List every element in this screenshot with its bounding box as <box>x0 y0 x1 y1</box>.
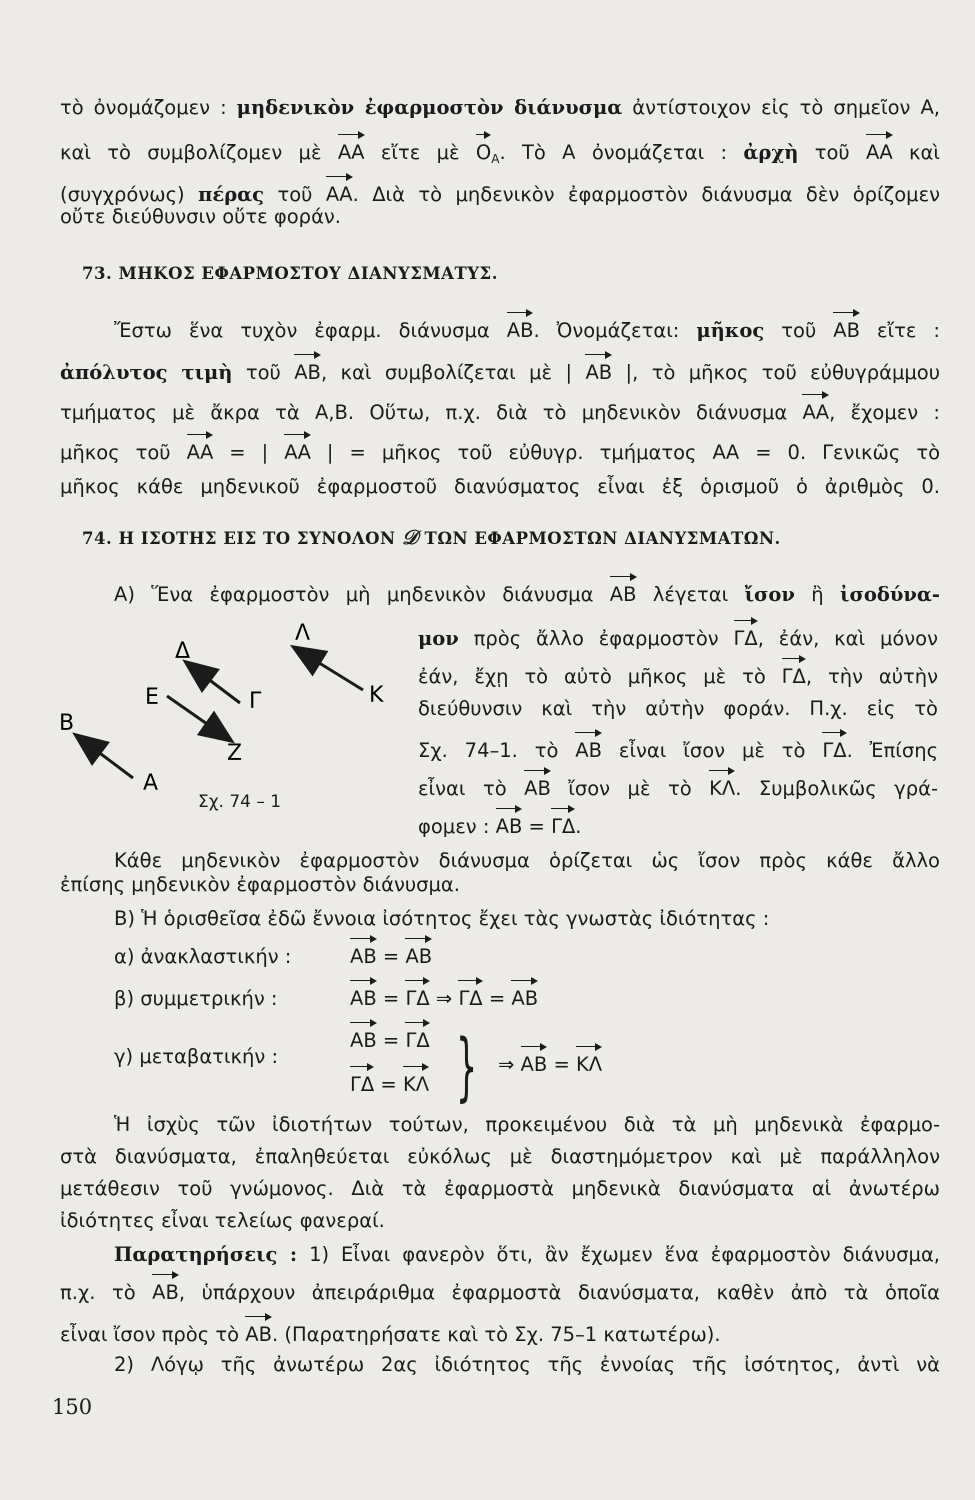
vector-symbol: ΚΛ <box>709 774 735 804</box>
section-heading-74 <box>82 525 781 549</box>
vector-symbol: ΑΒ <box>294 358 321 388</box>
text-run: = <box>376 945 406 968</box>
text-run: . Διὰ τὸ μηδενικὸν ἐφαρμοστὸν διάνυσμα δὲν ὁρίζομεν <box>352 183 941 206</box>
vector-symbol: ΑΒ <box>521 1050 548 1080</box>
vector-symbol: ΑΒ <box>496 812 523 842</box>
text-run: μῆκος τοῦ <box>60 441 187 464</box>
text-line <box>114 1350 940 1380</box>
text-run: εἶναι ἴσον μὲ τὸ <box>602 739 823 762</box>
vector-symbol: ΑΒ <box>245 1320 272 1350</box>
text-run: π.χ. τὸ <box>60 1281 153 1304</box>
text-run: καὶ τὸ συμβολίζομεν μὲ <box>60 141 338 164</box>
vector-ez <box>167 696 230 740</box>
property-equation <box>350 1070 429 1100</box>
property-result <box>498 1050 602 1080</box>
text-run: τοῦ <box>264 183 326 206</box>
heading-part: 74. Η ΙΣΟΤΗΣ ΕΙΣ ΤΟ ΣΥΝΟΛΟΝ <box>82 529 402 548</box>
text-run: Κάθε μηδενικὸν ἐφαρμοστὸν διάνυσμα ὁρίζεται ὡς ἴσον πρὸς κάθε ἄλλο <box>114 849 940 872</box>
text-run: εἴτε : <box>859 319 940 342</box>
vector-symbol: ΑΑ <box>338 138 365 168</box>
property-equation <box>350 1026 430 1056</box>
text-line <box>114 904 940 934</box>
point-label-k: Κ <box>369 683 384 708</box>
text-run: = <box>376 987 406 1010</box>
text-run: = <box>376 1029 406 1052</box>
text-line <box>60 438 940 468</box>
vector-symbol: ΓΔ <box>405 1026 429 1056</box>
text-line <box>60 1142 940 1172</box>
vector-symbol: ΑΒ <box>511 984 538 1014</box>
point-label-g: Γ <box>249 689 262 714</box>
bold-term: Παρατηρήσεις : <box>114 1243 298 1266</box>
right-brace: } <box>456 1024 478 1110</box>
text-run: Σχ. 74–1. τὸ <box>418 739 576 762</box>
text-run: ⇒ <box>429 987 459 1010</box>
bold-term: μηδενικὸν ἐφαρμοστὸν διάνυσμα <box>236 96 623 119</box>
text-run: μῆκος κάθε μηδενικοῦ ἐφαρμοστοῦ διανύσματος εἶναι ἐξ ὁρισμοῦ ὁ ἀριθμὸς 0. <box>60 475 940 498</box>
text-line <box>60 870 940 900</box>
property-equation <box>350 984 538 1014</box>
text-run: . <box>575 815 582 838</box>
point-label-d: Δ <box>175 639 191 664</box>
vector-symbol: ΑΒ <box>575 736 602 766</box>
text-line <box>114 580 940 610</box>
heading-part: ΤΩΝ ΕΦΑΡΜΟΣΤΩΝ ΔΙΑΝΥΣΜΑΤΩΝ. <box>418 529 781 548</box>
text-line <box>60 138 940 174</box>
text-run: . Ὀνομάζεται: <box>533 319 697 342</box>
vector-symbol: ΓΔ <box>782 662 806 692</box>
text-run: εἶναι ἴσον πρὸς τὸ <box>60 1323 246 1346</box>
text-line <box>418 774 938 804</box>
vector-symbol: ΓΔ <box>822 736 846 766</box>
text-line <box>60 1320 940 1350</box>
property-label: β) συμμετρικήν : <box>114 987 278 1010</box>
text-run: = <box>547 1053 577 1076</box>
text-line <box>60 398 940 428</box>
point-label-e: Ε <box>145 685 159 710</box>
point-label-z: Ζ <box>227 741 243 766</box>
vector-symbol: ΑΑ <box>284 438 311 468</box>
text-run: λέγεται <box>636 583 745 606</box>
text-run: Α) Ἕνα ἐφαρμοστὸν μὴ μηδενικὸν διάνυσμα <box>114 583 610 606</box>
vector-symbol: ΓΔ <box>734 624 758 654</box>
vector-symbol: ΑΒ <box>610 580 637 610</box>
vector-symbol: ΚΛ <box>403 1070 429 1100</box>
property-equation <box>350 942 432 972</box>
vector-kl <box>295 648 363 690</box>
text-run: τὸ ὀνομάζομεν : <box>60 96 237 119</box>
text-run: . Ἐπίσης <box>846 739 939 762</box>
text-run: ⇒ <box>498 1053 521 1076</box>
text-line <box>60 472 940 502</box>
vector-symbol: ΑΑ <box>866 138 893 168</box>
text-run: φομεν : <box>418 815 496 838</box>
bold-term: πέρας <box>198 183 265 206</box>
vector-symbol: ΑΒ <box>507 316 534 346</box>
text-run: . Τὸ Α ὀνομάζεται : <box>499 141 744 164</box>
text-line <box>60 93 940 123</box>
point-label-l: Λ <box>295 621 311 646</box>
text-run: = | <box>213 441 285 464</box>
subscript: Α <box>491 152 500 166</box>
vector-symbol: ΑΑ <box>187 438 214 468</box>
page-number: 150 <box>52 1395 93 1419</box>
bold-term: ἀρχὴ <box>743 141 799 164</box>
bold-term: ἀπόλυτος τιμὴ <box>60 361 233 384</box>
property-label: α) ἀνακλαστικήν : <box>114 945 292 968</box>
text-run: , ὑπάρχουν ἀπειράριθμα ἐφαρμοστὰ διανύσματα, καθὲν ἀπὸ τὰ ὁποῖα <box>178 1281 940 1304</box>
text-run: (συγχρόνως) <box>60 183 199 206</box>
text-run: , καὶ συμβολίζεται μὲ | <box>320 361 586 384</box>
text-line <box>418 694 938 724</box>
text-run: |, τὸ μῆκος τοῦ εὐθυγράμμου <box>612 361 940 384</box>
figure-74-1 <box>55 618 415 798</box>
text-line <box>114 1240 940 1270</box>
text-run: μετάθεσιν τοῦ γνώμονος. Διὰ τὰ ἐφαρμοστὰ μηδενικὰ διανύσματα αἱ ἀνωτέρω <box>60 1177 940 1200</box>
vector-symbol: ΑΑ <box>802 398 829 428</box>
set-symbol: 𝒟 <box>401 525 419 549</box>
vector-symbol: ΓΔ <box>350 1070 374 1100</box>
text-run: καὶ <box>892 141 940 164</box>
text-run: Β) Ἡ ὁρισθεῖσα ἐδῶ ἔννοια ἰσότητος ἔχει τὰς γνωστὰς ἰδιότητας : <box>114 907 770 930</box>
vector-symbol: ΓΔ <box>551 812 575 842</box>
text-run: στὰ διανύσματα, ἐπαληθεύεται εὐκόλως μὲ διαστημόμετρον καὶ μὲ παράλληλον <box>60 1145 940 1168</box>
vector-symbol: Ο <box>476 138 491 168</box>
text-run: | = μῆκος τοῦ εὐθυγρ. τμήματος ΑΑ = 0. Γενικῶς τὸ <box>310 441 940 464</box>
vector-symbol: ΓΔ <box>405 984 429 1014</box>
bold-term: ἴσον <box>744 583 795 606</box>
text-run: = <box>482 987 512 1010</box>
vector-symbol: ΑΒ <box>524 774 551 804</box>
vector-symbol: ΑΒ <box>350 1026 377 1056</box>
text-run: οὔτε διεύθυνσιν οὔτε φοράν. <box>60 205 342 228</box>
property-label: γ) μεταβατικήν : <box>114 1045 279 1068</box>
vector-symbol: ΑΒ <box>833 316 860 346</box>
text-run: τμήματος μὲ ἄκρα τὰ Α,Β. Οὕτω, π.χ. διὰ τὸ μηδενικὸν διάνυσμα <box>60 401 803 424</box>
text-run: , ἐάν, καὶ μόνον <box>757 627 938 650</box>
text-line <box>114 1110 940 1140</box>
text-line <box>418 624 938 654</box>
text-line <box>418 736 938 766</box>
vector-symbol: ΓΔ <box>458 984 482 1014</box>
text-run: Ἡ ἰσχὺς τῶν ἰδιοτήτων τούτων, προκειμένου διὰ τὰ μὴ μηδενικὰ ἐφαρμο- <box>114 1113 940 1136</box>
text-run: = <box>522 815 552 838</box>
text-line <box>60 1278 940 1308</box>
text-run: διεύθυνσιν καὶ τὴν αὐτὴν φοράν. Π.χ. εἰς τὸ <box>418 697 938 720</box>
text-line <box>418 812 938 842</box>
vector-gd <box>187 663 240 703</box>
vector-symbol: ΑΒ <box>350 984 377 1014</box>
text-run: ἰδιότητες εἶναι τελείως φανεραί. <box>60 1209 385 1232</box>
bold-term: ἰσοδύνα- <box>840 583 941 606</box>
text-run: 1) Εἶναι φανερὸν ὅτι, ἂν ἔχωμεν ἕνα ἐφαρμοστὸν διάνυσμα, <box>297 1243 940 1266</box>
vector-symbol: ΑΒ <box>585 358 612 388</box>
text-line <box>60 1174 940 1204</box>
vector-ab <box>77 736 133 778</box>
text-run: , ἔχομεν : <box>829 401 941 424</box>
section-heading-73: 73. ΜΗΚΟΣ ΕΦΑΡΜΟΣΤΟΥ ΔΙΑΝΥΣΜΑΤΥΣ. <box>82 264 498 283</box>
point-label-b: Β <box>59 711 75 736</box>
text-run: 2) Λόγῳ τῆς ἀνωτέρω 2ας ἰδιότητος τῆς ἐννοίας τῆς ἰσότητος, ἀντὶ νὰ <box>114 1353 940 1376</box>
bold-term: μον <box>418 627 459 650</box>
figure-caption: Σχ. 74 – 1 <box>198 792 282 812</box>
vector-symbol: ΑΑ <box>326 180 353 210</box>
vector-symbol: ΑΒ <box>405 942 432 972</box>
vector-symbol: ΑΒ <box>350 942 377 972</box>
text-line <box>60 358 940 388</box>
vector-symbol: ΚΛ <box>576 1050 602 1080</box>
text-run: Ἔστω ἕνα τυχὸν ἐφαρμ. διάνυσμα <box>114 319 507 342</box>
text-line <box>114 316 940 346</box>
text-line <box>60 202 940 232</box>
text-line <box>418 662 938 692</box>
text-run: ἢ <box>794 583 841 606</box>
text-run: ἀντίστοιχον εἰς τὸ σημεῖον Α, <box>622 96 940 119</box>
text-run: , τὴν αὐτὴν <box>805 665 938 688</box>
text-run: πρὸς ἄλλο ἐφαρμοστὸν <box>458 627 734 650</box>
text-run: . Συμβολικῶς γρά- <box>735 777 938 800</box>
text-run: εἴτε μὲ <box>364 141 476 164</box>
vector-symbol: ΑΒ <box>152 1278 179 1308</box>
text-run: εἶναι τὸ <box>418 777 525 800</box>
text-line <box>60 1206 940 1236</box>
text-run: . (Παρατηρήσατε καὶ τὸ Σχ. 75–1 κατωτέρω). <box>271 1323 721 1346</box>
text-run: τοῦ <box>232 361 295 384</box>
text-run: τοῦ <box>798 141 867 164</box>
text-run: τοῦ <box>764 319 834 342</box>
bold-term: μῆκος <box>696 319 765 342</box>
point-label-a: Α <box>143 771 159 796</box>
text-run: = <box>374 1073 403 1096</box>
text-run: ἐάν, ἔχῃ τὸ αὐτὸ μῆκος μὲ τὸ <box>418 665 782 688</box>
text-run: ἴσον μὲ τὸ <box>550 777 710 800</box>
text-run: ἐπίσης μηδενικὸν ἐφαρμοστὸν διάνυσμα. <box>60 873 460 896</box>
